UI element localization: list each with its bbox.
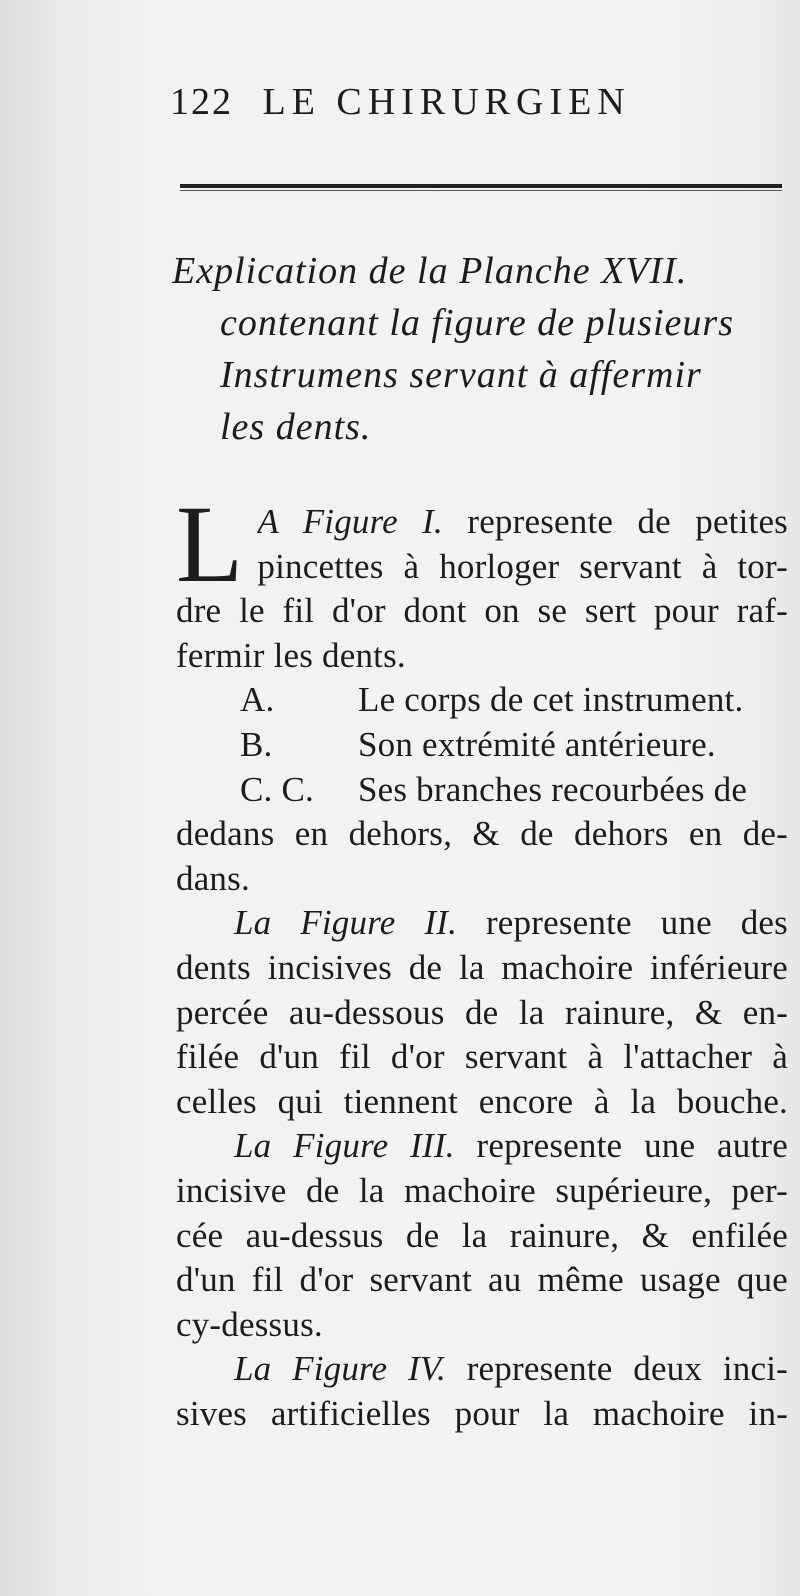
caption-line-1: Explication de la Planche XVII.	[172, 250, 688, 292]
text-line	[257, 500, 788, 545]
text-line: celles qui tiennent encore à la bouche.	[176, 1081, 788, 1121]
paragraph-figure-3	[176, 1124, 788, 1347]
running-title: LE CHIRURGIEN	[262, 81, 631, 123]
text-line: cée au-dessus de la rainure, & enfilée	[176, 1215, 788, 1255]
text-fragment: represente une autre	[476, 1126, 788, 1166]
plate-caption	[172, 245, 784, 453]
text-line	[176, 1124, 788, 1169]
legend-text: Le corps de cet instrument.	[358, 680, 744, 720]
header-rule	[180, 184, 782, 188]
text-line: filée d'un fil d'or servant à l'attacher à	[176, 1037, 788, 1077]
text-line	[176, 1347, 788, 1392]
paragraph-figure-1	[176, 483, 788, 678]
legend-text: Ses branches recourbées de	[358, 769, 748, 809]
text-fragment: represente deux inci-	[466, 1349, 788, 1389]
figure-reference: La Figure III.	[234, 1126, 455, 1166]
body-text	[176, 483, 788, 1436]
legend-label: C. C.	[240, 769, 314, 809]
text-line	[176, 901, 788, 946]
legend-item-c	[176, 768, 788, 813]
text-line: sives artificielles pour la machoire in-	[176, 1393, 788, 1433]
caption-line-4: les dents.	[220, 406, 372, 448]
text-fragment: represente de petites	[467, 502, 788, 541]
running-header	[170, 80, 770, 124]
legend-item-a	[176, 678, 788, 723]
text-line: dedans en dehors, & de dehors en de-	[176, 814, 788, 854]
text-line: dans.	[176, 858, 250, 898]
text-line: pincettes à horloger servant à tor-	[257, 546, 788, 586]
legend-label: B.	[240, 724, 273, 764]
figure-reference: La Figure II.	[234, 903, 458, 943]
text-line: fermir les dents.	[176, 635, 406, 675]
caption-line-2: contenant la figure de plusieurs	[220, 302, 734, 344]
legend-item-b	[176, 723, 788, 768]
caption-line-3: Instrumens servant à affermir	[220, 354, 702, 396]
text-line: d'un fil d'or servant au même usage que	[176, 1260, 788, 1300]
paragraph-figure-2	[176, 901, 788, 1124]
figure-reference: La Figure IV.	[234, 1349, 446, 1389]
figure-reference: A Figure I.	[257, 502, 443, 541]
text-line: cy-dessus.	[176, 1304, 323, 1344]
paragraph-figure-4	[176, 1347, 788, 1436]
text-line: percée au-dessous de la rainure, & en-	[176, 992, 788, 1032]
text-line: dre le fil d'or dont on se sert pour raf-	[176, 591, 788, 631]
text-fragment: represente une des	[485, 903, 788, 943]
drop-cap: L	[176, 483, 244, 605]
legend-label: A.	[240, 680, 275, 720]
text-line: incisive de la machoire supérieure, per-	[176, 1170, 788, 1210]
legend-text: Son extrémité antérieure.	[358, 724, 716, 764]
page-number: 122	[170, 81, 233, 123]
text-line: dents incisives de la machoire inférieure	[176, 947, 788, 987]
